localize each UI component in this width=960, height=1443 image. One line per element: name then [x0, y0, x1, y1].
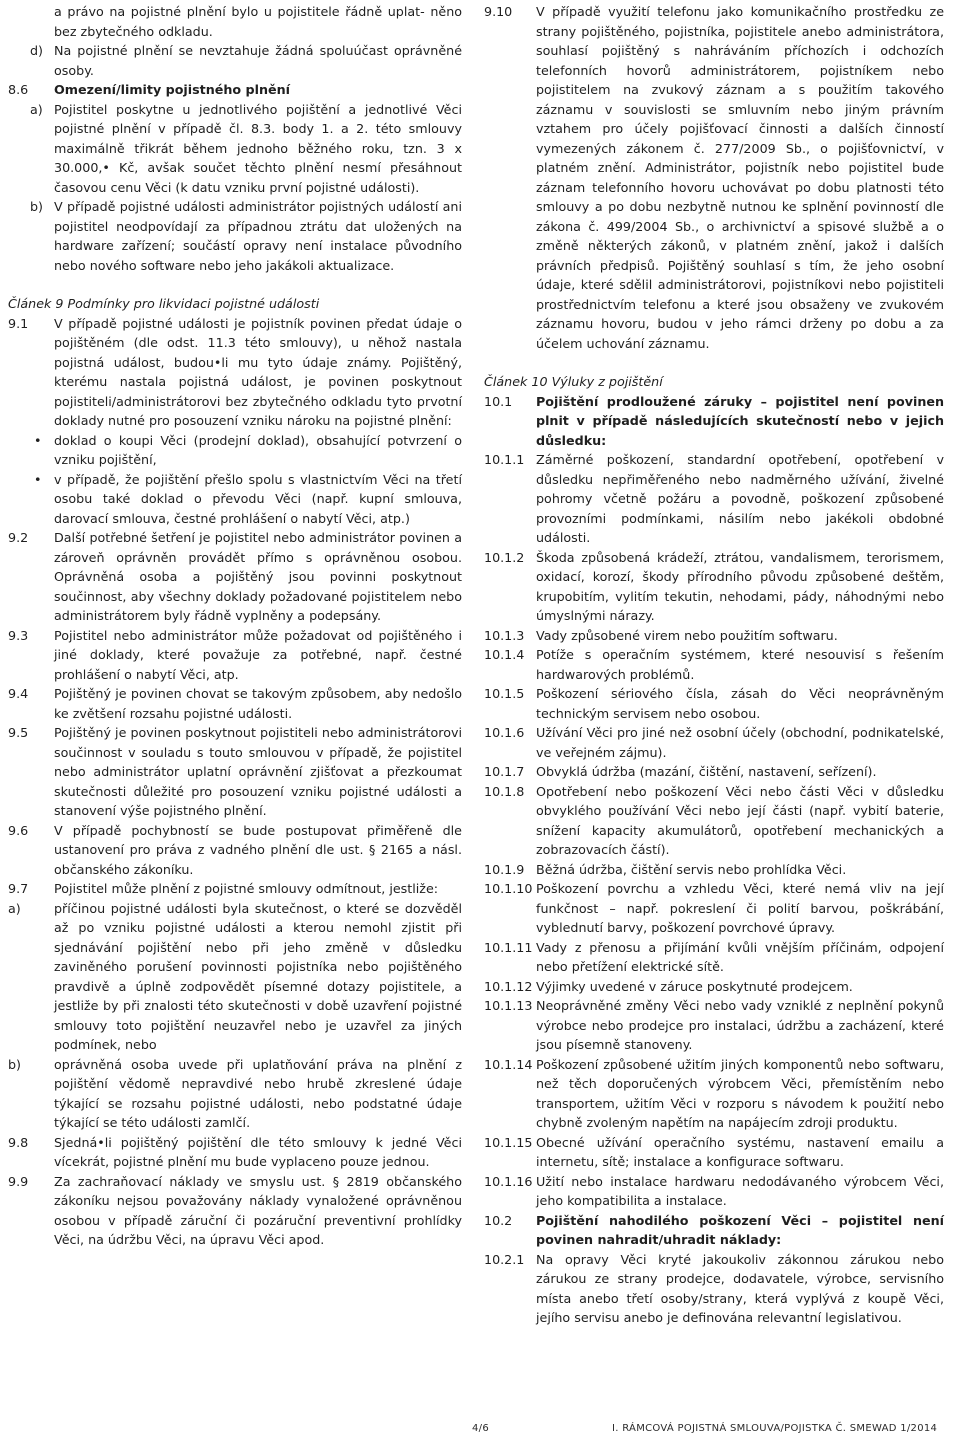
exclusion-item — [484, 684, 944, 723]
section-text: Pojištěný je povinen poskytnout pojistiteli nebo administrátorovi součinnost v souladu s touto smlouvou v případě, že pojistitel nebo administrátor uplatní oprávnění zjišťovat a přezkoumat skutečnosti důležité pro posouzení vzniku pojistné události a stanovení výše pojistného plnění. — [54, 725, 462, 818]
exclusion-text: Záměrné poškození, standardní opotřebení, opotřebení v důsledku nepřiměřeného nebo nadměrného užívání, živelné pohromy včetně požáru a povodně, poškození způsobené provozními podmínkami, násilím nebo jakékoli obdobné události. — [536, 452, 944, 545]
section-9-9 — [8, 1172, 462, 1250]
section-9-5 — [8, 723, 462, 821]
section-number: 9.3 — [8, 627, 29, 643]
section-10-1 — [484, 392, 944, 451]
exclusion-item — [484, 548, 944, 626]
section-number: 10.2 — [484, 1212, 513, 1228]
exclusion-item — [484, 996, 944, 1055]
section-number: 9.4 — [8, 686, 29, 701]
clause-label: a) — [30, 101, 43, 117]
section-text: Pojištěný je povinen chovat se takovým způsobem, aby nedošlo ke zvětšení rozsahu pojistné události. — [54, 686, 462, 721]
exclusion-item — [484, 977, 944, 997]
left-column — [8, 2, 462, 1250]
section-number: 9.5 — [8, 725, 29, 740]
exclusion-text: Užívání Věci pro jiné než osobní účely (obchodní, podnikatelské, ve veřejném zájmu). — [536, 725, 944, 760]
exclusion-item — [484, 1133, 944, 1172]
section-text: V případě pochybností se bude postupovat přiměřeně dle ustanovení pro práva z vadného plnění dle ust. § 2165 a násl. občanského zákoníku. — [54, 822, 462, 877]
exclusion-item — [484, 723, 944, 762]
exclusion-text: Výjimky uvedené v záruce poskytnuté prodejcem. — [536, 978, 853, 994]
section-text: Sjedná•li pojištěný pojištění dle této smlouvy k jedné Věci vícekrát, pojistné plnění mu bude vyplaceno pouze jednou. — [54, 1134, 462, 1169]
bullet-item — [8, 470, 462, 529]
section-9-6 — [8, 821, 462, 880]
section-9-2 — [8, 528, 462, 626]
exclusion-text: Běžná údržba, čištění servis nebo prohlídka Věci. — [536, 861, 847, 877]
section-number: 9.2 — [8, 530, 29, 545]
section-9-8 — [8, 1133, 462, 1172]
clause-label: a) — [8, 900, 21, 916]
right-column — [484, 2, 944, 1328]
clause-text: Pojistitel poskytne u jednotlivého pojištění a jednotlivé Věci pojistné plnění v případě čl. 8.3. body 1. a 2. této smlouvy maximálně třikrát během jednoho běžného roku, tzn. 3 x 30.000,• Kč, avšak součet těchto plnění nesmí přesáhnout časovou cenu Věci (k datu vzniku první pojistné události). — [54, 101, 462, 195]
exclusion-item — [484, 626, 944, 646]
exclusion-text: Obvyklá údržba (mazání, čištění, nastavení, seřízení). — [536, 764, 877, 779]
exclusion-text: Poškození povrchu a vzhledu Věci, které nemá vliv na její funkčnost – např. pokreslení či polití barvou, poškrábání, vyblednutí barvy, poškození povrchové úpravy. — [536, 881, 944, 935]
exclusion-number: 10.1.13 — [484, 998, 533, 1013]
section-number: 9.8 — [8, 1134, 29, 1150]
section-9-10 — [484, 2, 944, 353]
section-number: 9.6 — [8, 822, 29, 838]
exclusion-text: Vady z přenosu a přijímání kvůli vnějším příčinám, odpojení nebo přetížení elektrické sítě. — [536, 939, 944, 974]
clause-8-6-b — [8, 197, 462, 275]
exclusion-item — [484, 1055, 944, 1133]
section-text: V případě pojistné události je pojistník povinen předat údaje o pojištěném (dle odst. 11.3 této smlouvy), u něhož nastala pojistná událost, budou•li mu tyto údaje známy. Pojištěný, kterému nastala pojistná událost, je povinen poskytnout pojistiteli/administrátorovi bez zbytečného odkladu tyto prvotní doklady nutné pro posouzení vzniku nároku na pojistné plnění: — [54, 315, 462, 428]
section-number: 10.2.1 — [484, 1251, 525, 1267]
exclusion-number: 10.1.4 — [484, 647, 525, 662]
exclusion-item — [484, 879, 944, 938]
clause-label: b) — [30, 199, 44, 214]
exclusion-number: 10.1.8 — [484, 783, 525, 799]
section-text: V případě využití telefonu jako komunikačního prostředku ze strany pojištěného, pojistníka, pojistitele anebo administrátora, souhlasí pojištěný s nahráváním příchozích i odchozích telefonních hovorů administrátorem, pojistníkem nebo pojistitelem na zvukový záznam a s použitím takového záznamu v souvislosti se smluvním nebo jiným právním vztahem pro účely pojišťovací činnosti a dalších činností vymezených zákonem č. 277/2009 Sb., o pojišťovnictví, v platném znění. Administrátor, pojistník nebo pojistitel bude záznam telefonního hovoru uchovávat po dobu platnosti této smlouvy a po dobu nezbytně nutnou ke splnění povinností dle zákona č. 499/2004 Sb., o archivnictví a spisové službě a o změně některých zákonů, v platném znění, jakož i dalších právních předpisů. Pojištěný souhlasí s tím, že jeho osobní údaje, které sdělil administrátorovi, pojistníkovi nebo pojistiteli prostřednictvím telefonu a které jsou obsaženy ve zvukovém záznamu hovoru, budou v jeho rámci drženy po dobu a za účelem uchování záznamu. — [536, 4, 944, 351]
exclusion-text: Neoprávněné změny Věci nebo vady vzniklé z neplnění pokynů výrobce nebo prodejce pro instalaci, údržbu a zacházení, které jsou písemně stanoveny. — [536, 998, 944, 1052]
exclusion-item — [484, 860, 944, 880]
clause-text: Na pojistné plnění se nevztahuje žádná spoluúčast oprávněné osoby. — [54, 43, 462, 78]
exclusion-text: Poškození sériového čísla, zásah do Věci neoprávněným technickým servisem nebo osobou. — [536, 686, 944, 721]
exclusion-number: 10.1.15 — [484, 1134, 533, 1150]
exclusion-number: 10.1.3 — [484, 627, 525, 643]
exclusion-text: Potíže s operačním systémem, které nesouvisí s řešením hardwarových problémů. — [536, 647, 944, 682]
exclusion-number: 10.1.11 — [484, 939, 533, 955]
section-9-4 — [8, 684, 462, 723]
spacer — [8, 275, 462, 294]
clause-9-7-a — [8, 899, 462, 1055]
exclusion-text: Obecné užívání operačního systému, nastavení emailu a internetu, sítě; instalace a konfigurace softwaru. — [536, 1134, 944, 1169]
bullet-text: doklad o koupi Věci (prodejní doklad), obsahující potvrzení o vzniku pojištění, — [54, 432, 462, 467]
clause-8-6-a — [8, 100, 462, 198]
section-10-2-1 — [484, 1250, 944, 1328]
bullet-text: v případě, že pojištění přešlo spolu s vlastnictvím Věci na třetí osobu také doklad o převodu Věci (např. kupní smlouva, darovací smlouva, čestné prohlášení o nabytí Věci, atp.) — [54, 471, 462, 526]
clause-text: oprávněná osoba uvede při uplatňování práva na plnění z pojištění vědomě nepravdivé nebo hrubě zkreslené údaje týkající se rozsahu pojistné události, nebo podstatné údaje týkající se této události zamlčí. — [54, 1056, 462, 1130]
exclusion-number: 10.1.12 — [484, 978, 533, 994]
exclusion-number: 10.1.6 — [484, 725, 525, 740]
section-number: 9.7 — [8, 881, 29, 896]
section-9-1 — [8, 314, 462, 431]
section-8-6-title — [8, 80, 462, 100]
section-text: Další potřebné šetření je pojistitel nebo administrátor povinen a zároveň oprávněn provádět přímo s oprávněnou osobou. Oprávněná osoba a pojištěný jsou povinni poskytnout součinnost, aby všechny doklady požadované pojistitelem nebo administrátorem byly řádně vyplněny a podepsány. — [54, 530, 462, 623]
exclusion-text: Užití nebo instalace hardwaru nedodávaného výrobcem Věci, jeho kompatibilita a instalace. — [536, 1173, 944, 1208]
exclusion-number: 10.1.14 — [484, 1056, 533, 1072]
exclusion-text: Škoda způsobená krádeží, ztrátou, vandalismem, terorismem, oxidací, korozí, škody přírodního původu způsobené deštěm, krupobitím, vylitím tekutin, nehodami, pády, náhodnými nebo úmyslnými nárazy. — [536, 549, 944, 623]
exclusion-number: 10.1.5 — [484, 686, 525, 701]
section-number: 10.1 — [484, 393, 513, 409]
exclusion-item — [484, 762, 944, 782]
article-10-heading: Článek 10 Výluky z pojištění — [484, 374, 663, 389]
section-10-2 — [484, 1211, 944, 1250]
article-9-heading: Článek 9 Podmínky pro likvidaci pojistné události — [8, 296, 320, 311]
clause-label: d) — [30, 43, 44, 58]
exclusions-list — [484, 450, 944, 1211]
section-number: 9.1 — [8, 315, 29, 331]
exclusion-number: 10.1.1 — [484, 452, 525, 467]
clause-label: b) — [8, 1056, 22, 1072]
section-text: Pojistitel může plnění z pojistné smlouvy odmítnout, jestliže: — [54, 881, 439, 896]
clause-9-7-b — [8, 1055, 462, 1133]
section-9-3 — [8, 626, 462, 685]
exclusion-number: 10.1.2 — [484, 549, 525, 565]
section-number: 9.9 — [8, 1173, 29, 1189]
bullet-icon: • — [34, 432, 42, 448]
clause-8-5-d — [8, 41, 462, 80]
section-text: Pojištění nahodilého poškození Věci – pojistitel není povinen nahradit/uhradit náklady: — [536, 1212, 944, 1247]
exclusion-number: 10.1.9 — [484, 861, 525, 877]
section-9-7 — [8, 879, 462, 899]
exclusion-item — [484, 645, 944, 684]
clause-text: V případě pojistné události administrátor pojistných událostí ani pojistitel neodpovídají za případnou ztrátu dat uložených na hardware zařízení; součástí opravy není instalace původního nebo nového software nebo jeho jakákoli aktualizace. — [54, 199, 462, 273]
continuation-text: a právo na pojistné plnění bylo u pojistitele řádně uplat- něno bez zbytečného odkladu. — [54, 4, 462, 39]
exclusion-text: Vady způsobené virem nebo použitím softwaru. — [536, 627, 838, 643]
section-text: Za zachraňovací náklady ve smyslu ust. § 2819 občanského zákoníku nejsou považovány náklady vynaložené oprávněnou osobou v případě záruční či pozáruční preventivní prohlídky Věci, na údržbu Věci, na úpravu Věci apod. — [54, 1173, 462, 1247]
exclusion-text: Poškození způsobené užitím jiných komponentů nebo softwaru, než těch doporučených výrobcem Věci, přemístěním nebo transportem, užitím Věci v rozporu s návodem k použití nebo chybně zvoleným napětím na napájecím zdroji produktu. — [536, 1056, 944, 1130]
section-title: Omezení/limity pojistného plnění — [54, 82, 291, 97]
section-number: 9.10 — [484, 4, 513, 19]
bullet-item — [8, 431, 462, 470]
bullet-icon: • — [34, 471, 42, 487]
spacer — [484, 353, 944, 372]
clause-text: příčinou pojistné události byla skutečnost, o které se dozvěděl až po vzniku pojistné události a kterou nemohl zjistit při sjednávání pojištění nebo při jeho změně v důsledku zaviněného porušení povinnosti pojistníka nebo pojištěného pravdivě a úplně zodpovědět písemné dotazy pojistitele, a jestliže by při znalosti této skutečnosti v době uzavření pojistné smlouvy toto pojištění neuzavřel nebo je uzavřel za jiných podmínek, nebo — [54, 900, 462, 1052]
exclusion-item — [484, 782, 944, 860]
exclusion-number: 10.1.10 — [484, 881, 533, 896]
exclusion-number: 10.1.7 — [484, 764, 525, 779]
exclusion-number: 10.1.16 — [484, 1173, 533, 1189]
exclusion-text: Opotřebení nebo poškození Věci nebo části Věci v důsledku obvyklého používání Věci nebo její části (např. vybití baterie, snížení kapacity akumulátorů, opotřebení mechanických a zobrazovacích částí). — [536, 783, 944, 857]
section-text: Na opravy Věci kryté jakoukoliv zákonnou zárukou nebo zárukou ze strany prodejce, dodavatele, výrobce, servisního místa anebo třetí osoby/strany, která vyplývá z koupě Věci, jejího servisu anebo je definována relevantní legislativou. — [536, 1251, 944, 1325]
section-number: 8.6 — [8, 82, 29, 97]
exclusion-item — [484, 938, 944, 977]
section-text: Pojištění prodloužené záruky – pojistitel není povinen plnit v případě následujících skutečností nebo v jejich důsledku: — [536, 393, 944, 448]
document-title: I. RÁMCOVÁ POJISTNÁ SMLOUVA/POJISTKA Č. SMEWAD 1/2014 — [612, 1423, 938, 1434]
page-number: 4/6 — [472, 1423, 489, 1434]
exclusion-item — [484, 450, 944, 548]
exclusion-item — [484, 1172, 944, 1211]
section-text: Pojistitel nebo administrátor může požadovat od pojištěného i jiné doklady, které považuje za potřebné, např. čestné prohlášení o nabytí Věci, atp. — [54, 627, 462, 682]
